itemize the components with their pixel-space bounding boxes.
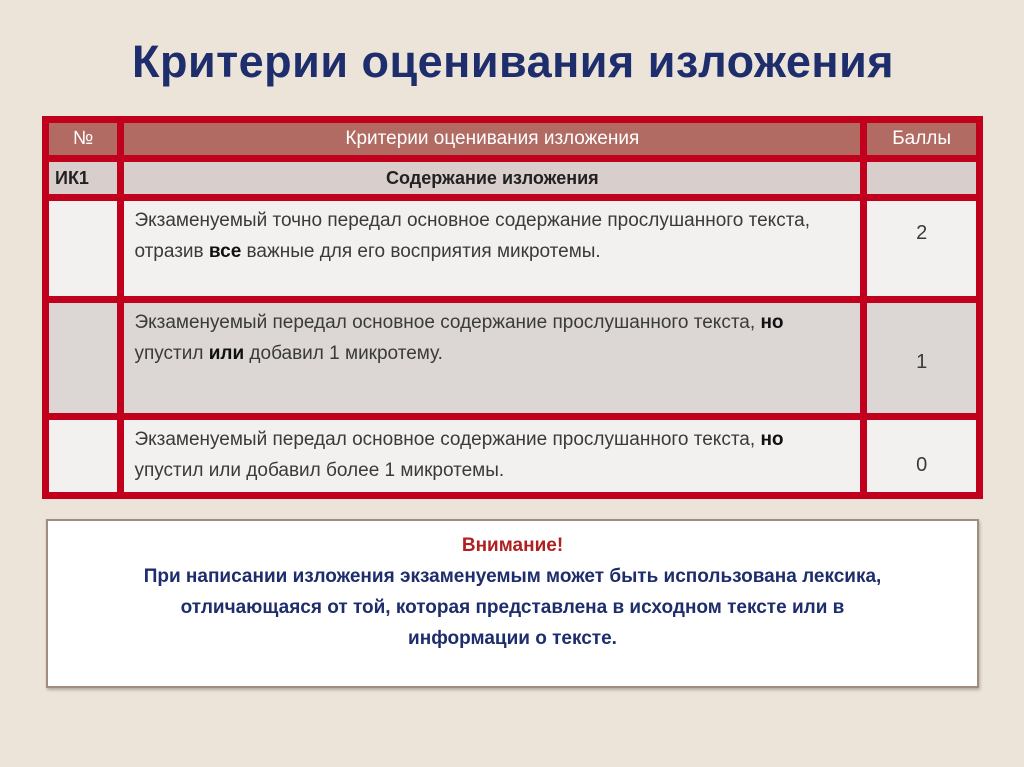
criterion-text-part: упустил — [134, 343, 209, 364]
criterion-emphasis: все — [208, 241, 242, 262]
score-cell — [867, 303, 976, 413]
section-row-ik1 — [49, 162, 976, 194]
attention-line: отличающаяся от той, которая представлена в исходном тексте или в — [180, 597, 845, 618]
criterion-text — [124, 303, 860, 413]
section-number: ИК1 — [49, 162, 117, 194]
row-number-empty — [49, 420, 117, 492]
section-score-empty — [867, 162, 976, 194]
criterion-text-part: важные для его восприятия микротемы. — [241, 241, 601, 262]
table-row — [49, 420, 976, 492]
criteria-table — [42, 116, 983, 499]
header-number: № — [49, 123, 117, 155]
criterion-text-part: упустил или добавил более 1 микротемы. — [134, 460, 505, 481]
row-number-empty — [49, 303, 117, 413]
score-cell — [867, 201, 976, 296]
attention-line: информации о тексте. — [408, 628, 617, 649]
header-score: Баллы — [867, 123, 976, 155]
score-value: 2 — [916, 222, 928, 244]
attention-line: При написании изложения экзаменуемым может быть использована лексика, — [143, 566, 882, 587]
header-criteria: Критерии оценивания изложения — [124, 123, 860, 155]
criterion-text-part: Экзаменуемый точно передал основное содержание прослушанного текста, отразив — [134, 210, 811, 262]
page-title: Критерии оценивания изложения — [132, 36, 894, 87]
criterion-emphasis: или — [208, 343, 245, 364]
attention-title: Внимание! — [461, 535, 564, 556]
criterion-emphasis: но — [760, 312, 784, 333]
section-label: Содержание изложения — [124, 162, 860, 194]
criterion-emphasis: но — [760, 429, 784, 450]
table-header-row — [49, 123, 976, 155]
criterion-text-part: Экзаменуемый передал основное содержание прослушанного текста, — [134, 429, 761, 450]
table-row — [49, 201, 976, 296]
criterion-text-part: добавил 1 микротему. — [244, 343, 443, 364]
table-row — [49, 303, 976, 413]
criterion-text — [124, 201, 860, 296]
criterion-text-part: Экзаменуемый передал основное содержание прослушанного текста, — [134, 312, 761, 333]
attention-note — [46, 519, 979, 688]
criterion-text — [124, 420, 860, 492]
row-number-empty — [49, 201, 117, 296]
score-cell — [867, 420, 976, 492]
score-value: 1 — [916, 351, 928, 373]
score-value: 0 — [916, 454, 928, 476]
